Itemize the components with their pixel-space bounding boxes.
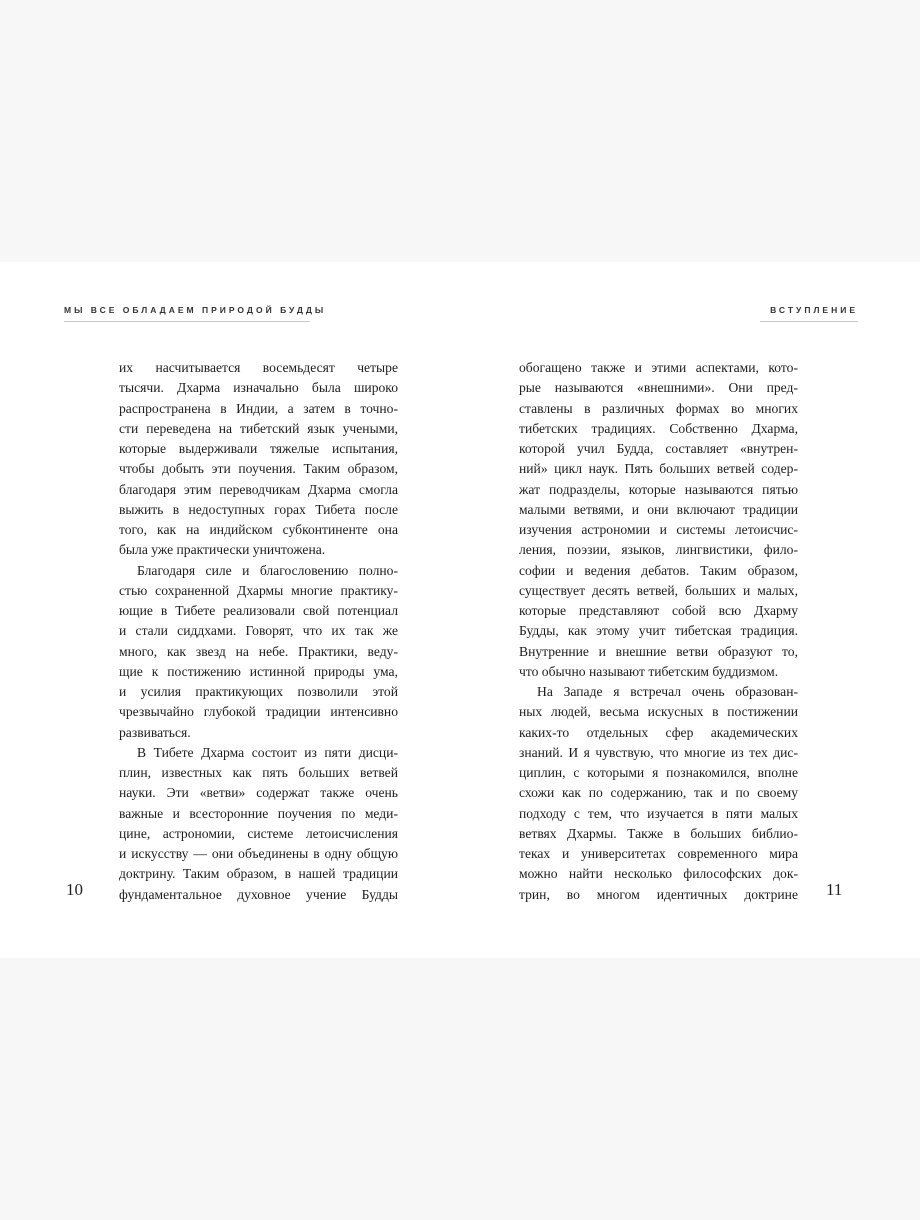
- text-line: и усилия практикующих позволили этой: [119, 684, 398, 699]
- text-line: подходу с тем, что изучается в пяти малых: [519, 805, 798, 821]
- text-line: теках и университетах современного мира: [519, 846, 798, 861]
- text-line: В Тибете Дхарма состоит из пяти дисци-: [137, 744, 398, 760]
- text-line: щие к постижению истинной природы ума,: [119, 663, 398, 679]
- text-line: ющие в Тибете реализовали свой потенциал: [119, 603, 398, 618]
- text-line: каких-то отдельных сфер академических: [519, 724, 798, 740]
- text-line: Благодаря силе и благословению полно-: [137, 562, 398, 578]
- text-line: доктрину. Таким образом, в нашей традиции: [119, 866, 398, 882]
- text-line: их насчитывается восемьдесят четыре: [119, 360, 398, 375]
- right-page-text: [519, 358, 798, 905]
- text-line: софии и ведения дебатов. Таким образом,: [519, 562, 798, 578]
- text-line: и стали сиддхами. Говорят, что их так же: [119, 623, 398, 639]
- text-line: фундаментальное духовное учение Будды: [119, 886, 398, 902]
- text-line: тибетских традициях. Собственно Дхарма,: [519, 420, 798, 436]
- text-line: выжить в недоступных горах Тибета после: [119, 501, 398, 517]
- text-line: стью сохраненной Дхармы многие практику-: [119, 582, 398, 598]
- text-line: которые представляют собой всю Дхарму: [519, 603, 798, 618]
- text-line: науки. Эти «ветви» содержат также очень: [119, 785, 398, 801]
- text-line: На Западе я встречал очень образован-: [537, 684, 798, 699]
- text-line: была уже практически уничтожена.: [119, 542, 326, 558]
- text-line: трин, во многом идентичных доктрине: [519, 886, 798, 902]
- text-line: Внутренние и внешние ветви образуют то,: [519, 643, 798, 659]
- text-line: циплин, с которыми я познакомился, вполне: [519, 765, 798, 780]
- left-page-text: [119, 358, 398, 905]
- text-line: Будды, как этому учит тибетская традиция.: [519, 623, 798, 639]
- text-line: ных людей, весьма искусных в постижении: [519, 704, 798, 720]
- running-head-left: МЫ ВСЕ ОБЛАДАЕМ ПРИРОДОЙ БУДДЫ: [64, 305, 310, 322]
- text-line: развиваться.: [119, 724, 191, 740]
- text-line: того, как на индийском субконтиненте она: [119, 522, 398, 537]
- text-line: что обычно называют тибетским буддизмом.: [519, 663, 779, 679]
- text-line: ления, поэзии, языков, лингвистики, фило-: [519, 542, 798, 558]
- text-line: малыми ветвями, и они включают традиции: [519, 501, 798, 517]
- text-line: ний» цикл наук. Пять больших ветвей содер-: [519, 461, 798, 477]
- text-line: обогащено также и этими аспектами, кото-: [519, 360, 798, 375]
- top-margin-band: [0, 0, 920, 262]
- text-line: можно найти несколько философских док-: [519, 866, 798, 882]
- text-line: сти переведена на тибетский язык учеными,: [119, 420, 398, 436]
- text-line: которой учил Будда, составляет «внутрен-: [519, 441, 798, 456]
- text-line: изучения астрономии и системы летоисчис-: [519, 522, 798, 537]
- text-line: схожи как по содержанию, так и по своему: [519, 785, 798, 801]
- text-line: существует десять ветвей, больших и малых,: [519, 582, 798, 598]
- bottom-margin-band: [0, 958, 920, 1220]
- text-line: ветвях Дхармы. Также в больших библио-: [519, 825, 798, 841]
- text-line: много, как звезд на небе. Практики, веду-: [119, 643, 398, 659]
- text-line: благодаря этим переводчикам Дхарма смогла: [119, 481, 398, 497]
- text-line: чрезвычайно глубокой традиции интенсивно: [119, 704, 398, 720]
- page-number-left: 10: [66, 880, 83, 899]
- text-line: плин, известных как пять больших ветвей: [119, 765, 398, 780]
- text-line: знаний. И я чувствую, что многие из тех дис-: [519, 744, 798, 760]
- text-line: жат подразделы, которые называются пятью: [519, 481, 798, 497]
- text-line: тысячи. Дхарма изначально была широко: [119, 380, 398, 396]
- text-line: рые называются «внешними». Они пред-: [519, 380, 798, 396]
- running-head-right: ВСТУПЛЕНИЕ: [760, 305, 858, 322]
- text-line: которые выдерживали тяжелые испытания,: [119, 441, 398, 456]
- text-line: распространена в Индии, а затем в точно-: [119, 400, 398, 416]
- text-line: цине, астрономии, системе летоисчисления: [119, 825, 398, 841]
- text-line: и искусству — они объединены в одну общую: [119, 846, 398, 861]
- text-line: важные и всесторонние поучения по меди-: [119, 805, 398, 821]
- text-line: чтобы добыть эти поучения. Таким образом,: [119, 461, 398, 477]
- page-number-right: 11: [826, 880, 843, 899]
- text-line: ставлены в различных формах во многих: [519, 400, 798, 416]
